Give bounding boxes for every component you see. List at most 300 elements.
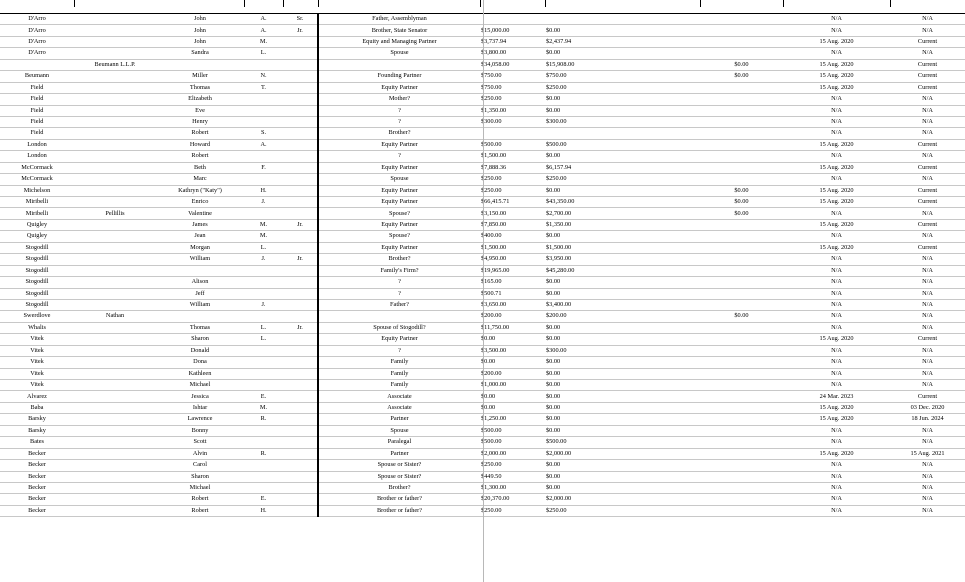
cell-first-name: Marc — [156, 174, 244, 185]
cell-relation: ? — [318, 151, 480, 162]
cell-last-name: Quigley — [0, 231, 74, 242]
cell-suffix — [283, 94, 318, 105]
cell-first-name: Alvin — [156, 448, 244, 459]
cell-amount-b: $0.00 — [545, 482, 613, 493]
cell-amount-b: $2,700.00 — [545, 208, 613, 219]
cell-amount-a: $11,750.00 — [480, 322, 545, 333]
cell-amount-b: $250.00 — [545, 174, 613, 185]
cell-prefix — [74, 437, 156, 448]
cell-last-name: Becker — [0, 448, 74, 459]
cell-suffix: Jr. — [283, 219, 318, 230]
cell-suffix — [283, 299, 318, 310]
cell-date — [700, 505, 783, 516]
cell-status-a: 15 Aug. 2020 — [783, 162, 890, 173]
cell-amount-b: $300.00 — [545, 345, 613, 356]
cell-status-a: N/A — [783, 151, 890, 162]
cell-status-b: N/A — [890, 288, 965, 299]
cell-prefix — [74, 334, 156, 345]
cell-status-a: N/A — [783, 254, 890, 265]
cell-date — [700, 368, 783, 379]
cell-prefix — [74, 105, 156, 116]
cell-suffix — [283, 162, 318, 173]
cell-amount-b: $250.00 — [545, 82, 613, 93]
cell-status-b: N/A — [890, 48, 965, 59]
cell-relation: Family — [318, 368, 480, 379]
cell-amount-c — [613, 505, 700, 516]
cell-amount-a: $2,000.00 — [480, 448, 545, 459]
cell-first-name — [156, 311, 244, 322]
cell-status-a: N/A — [783, 288, 890, 299]
cell-amount-a: $300.00 — [480, 116, 545, 127]
cell-amount-a: $500.71 — [480, 288, 545, 299]
cell-amount-b: $0.00 — [545, 380, 613, 391]
cell-status-a: N/A — [783, 322, 890, 333]
cell-amount-b: $500.00 — [545, 139, 613, 150]
cell-first-name: John — [156, 14, 244, 25]
cell-amount-c — [613, 425, 700, 436]
cell-status-a: N/A — [783, 345, 890, 356]
cell-status-a: 15 Aug. 2020 — [783, 402, 890, 413]
cell-last-name: Field — [0, 105, 74, 116]
cell-middle — [244, 425, 283, 436]
cell-suffix — [283, 59, 318, 70]
cell-first-name: Scott — [156, 437, 244, 448]
cell-last-name: London — [0, 139, 74, 150]
cell-first-name: Enrico — [156, 197, 244, 208]
cell-suffix — [283, 345, 318, 356]
cell-middle: M. — [244, 219, 283, 230]
cell-date — [700, 334, 783, 345]
cell-prefix — [74, 197, 156, 208]
cell-status-b: 18 Jun. 2024 — [890, 414, 965, 425]
cell-middle: F. — [244, 162, 283, 173]
cell-amount-c — [613, 59, 700, 70]
cell-last-name: Stogodill — [0, 242, 74, 253]
cell-amount-c — [613, 482, 700, 493]
cell-prefix — [74, 185, 156, 196]
cell-relation: Mother? — [318, 94, 480, 105]
cell-suffix — [283, 460, 318, 471]
cell-relation: Family — [318, 380, 480, 391]
cell-date — [700, 151, 783, 162]
cell-prefix — [74, 139, 156, 150]
cell-date — [700, 116, 783, 127]
cell-status-b: N/A — [890, 25, 965, 36]
cell-suffix — [283, 48, 318, 59]
cell-amount-b: $1,350.00 — [545, 219, 613, 230]
cell-date — [700, 482, 783, 493]
cell-suffix — [283, 128, 318, 139]
cell-amount-b: $2,437.94 — [545, 36, 613, 47]
cell-status-a: N/A — [783, 494, 890, 505]
cell-amount-c — [613, 128, 700, 139]
cell-middle: N. — [244, 71, 283, 82]
cell-date — [700, 322, 783, 333]
cell-amount-a: $1,350.00 — [480, 105, 545, 116]
cell-suffix — [283, 288, 318, 299]
cell-last-name: Barsky — [0, 425, 74, 436]
cell-status-a: N/A — [783, 482, 890, 493]
cell-status-a: 15 Aug. 2020 — [783, 139, 890, 150]
cell-last-name: Stogodill — [0, 299, 74, 310]
cell-prefix — [74, 231, 156, 242]
cell-prefix — [74, 402, 156, 413]
cell-first-name: Sandra — [156, 48, 244, 59]
cell-status-b: Current — [890, 391, 965, 402]
cell-amount-c — [613, 139, 700, 150]
cell-last-name: Stogodill — [0, 288, 74, 299]
cell-status-a: N/A — [783, 425, 890, 436]
cell-relation — [318, 59, 480, 70]
cell-status-a: N/A — [783, 116, 890, 127]
cell-relation: Brother? — [318, 128, 480, 139]
cell-status-a: N/A — [783, 368, 890, 379]
cell-amount-b: $0.00 — [545, 94, 613, 105]
cell-suffix: Sr. — [283, 14, 318, 25]
cell-suffix — [283, 402, 318, 413]
cell-date — [700, 460, 783, 471]
cell-relation: Partner — [318, 414, 480, 425]
cell-prefix — [74, 162, 156, 173]
cell-amount-a: $19,965.00 — [480, 265, 545, 276]
cell-suffix — [283, 414, 318, 425]
cell-amount-a: $200.00 — [480, 311, 545, 322]
cell-amount-c — [613, 185, 700, 196]
cell-last-name: Whalis — [0, 322, 74, 333]
cell-status-b: N/A — [890, 471, 965, 482]
cell-middle: H. — [244, 505, 283, 516]
cell-date — [700, 414, 783, 425]
cell-amount-a: $1,000.00 — [480, 380, 545, 391]
cell-status-b: N/A — [890, 460, 965, 471]
cell-amount-b: $0.00 — [545, 277, 613, 288]
cell-status-b: N/A — [890, 299, 965, 310]
cell-middle: E. — [244, 494, 283, 505]
cell-suffix: Jr. — [283, 25, 318, 36]
cell-suffix — [283, 185, 318, 196]
cell-amount-c — [613, 116, 700, 127]
cell-amount-a: $7,850.00 — [480, 219, 545, 230]
cell-middle — [244, 174, 283, 185]
cell-suffix — [283, 197, 318, 208]
cell-last-name: Stogodill — [0, 277, 74, 288]
cell-suffix — [283, 494, 318, 505]
cell-amount-a: $165.00 — [480, 277, 545, 288]
cell-amount-c — [613, 380, 700, 391]
cell-first-name: Eve — [156, 105, 244, 116]
cell-status-b: N/A — [890, 482, 965, 493]
cell-status-a: 15 Aug. 2020 — [783, 36, 890, 47]
cell-first-name: Henry — [156, 116, 244, 127]
cell-prefix — [74, 414, 156, 425]
cell-status-a: 15 Aug. 2020 — [783, 219, 890, 230]
cell-suffix: Jr. — [283, 322, 318, 333]
cell-prefix — [74, 25, 156, 36]
cell-relation: Associate — [318, 402, 480, 413]
cell-middle: L. — [244, 322, 283, 333]
cell-relation: Family's Firm? — [318, 265, 480, 276]
cell-relation: Paralegal — [318, 437, 480, 448]
cell-amount-c — [613, 391, 700, 402]
cell-amount-b: $15,908.00 — [545, 59, 613, 70]
cell-status-a: 15 Aug. 2020 — [783, 82, 890, 93]
cell-amount-a: $750.00 — [480, 71, 545, 82]
cell-suffix — [283, 174, 318, 185]
cell-relation: Equity Partner — [318, 162, 480, 173]
cell-status-a: N/A — [783, 265, 890, 276]
cell-prefix — [74, 277, 156, 288]
cell-last-name: Bates — [0, 437, 74, 448]
cell-first-name: Thomas — [156, 322, 244, 333]
cell-amount-b: $750.00 — [545, 71, 613, 82]
cell-relation: Brother or father? — [318, 505, 480, 516]
cell-last-name: Beumann — [0, 71, 74, 82]
cell-prefix — [74, 219, 156, 230]
cell-prefix: Beumann L.L.P. — [74, 59, 156, 70]
cell-suffix — [283, 242, 318, 253]
cell-amount-c — [613, 231, 700, 242]
cell-amount-c — [613, 25, 700, 36]
cell-prefix — [74, 288, 156, 299]
cell-amount-a: $0.00 — [480, 391, 545, 402]
cell-suffix — [283, 505, 318, 516]
cell-last-name: McCormack — [0, 174, 74, 185]
cell-middle — [244, 94, 283, 105]
cell-date — [700, 128, 783, 139]
cell-first-name: Kathleen — [156, 368, 244, 379]
cell-amount-a: $250.00 — [480, 185, 545, 196]
cell-amount-a: $250.00 — [480, 460, 545, 471]
cell-relation: Spouse? — [318, 208, 480, 219]
cell-middle: M. — [244, 402, 283, 413]
cell-amount-c — [613, 174, 700, 185]
cell-date: $0.00 — [700, 311, 783, 322]
cell-date — [700, 25, 783, 36]
cell-prefix: Nathan — [74, 311, 156, 322]
cell-status-a: 24 Mar. 2023 — [783, 391, 890, 402]
cell-relation: Equity Partner — [318, 139, 480, 150]
cell-prefix — [74, 14, 156, 25]
cell-status-a: N/A — [783, 357, 890, 368]
cell-status-b: Current — [890, 197, 965, 208]
cell-middle — [244, 357, 283, 368]
cell-last-name: London — [0, 151, 74, 162]
cell-first-name: Sharon — [156, 334, 244, 345]
cell-amount-b — [545, 14, 613, 25]
cell-suffix — [283, 36, 318, 47]
cell-amount-b: $0.00 — [545, 460, 613, 471]
cell-suffix — [283, 116, 318, 127]
cell-status-b: N/A — [890, 380, 965, 391]
cell-prefix — [74, 391, 156, 402]
cell-amount-a: $250.00 — [480, 174, 545, 185]
cell-suffix — [283, 231, 318, 242]
cell-status-b: N/A — [890, 128, 965, 139]
cell-middle: M. — [244, 36, 283, 47]
cell-first-name: Donald — [156, 345, 244, 356]
cell-middle — [244, 277, 283, 288]
cell-last-name: Field — [0, 82, 74, 93]
cell-amount-b: $300.00 — [545, 116, 613, 127]
cell-prefix — [74, 265, 156, 276]
cell-suffix — [283, 71, 318, 82]
cell-middle: H. — [244, 185, 283, 196]
cell-last-name: Field — [0, 94, 74, 105]
cell-status-b: N/A — [890, 14, 965, 25]
cell-amount-b: $0.00 — [545, 288, 613, 299]
cell-middle: A. — [244, 14, 283, 25]
cell-amount-a: $3,737.94 — [480, 36, 545, 47]
cell-first-name: Carol — [156, 460, 244, 471]
cell-amount-c — [613, 460, 700, 471]
cell-first-name: Robert — [156, 151, 244, 162]
cell-date — [700, 402, 783, 413]
cell-middle: J. — [244, 197, 283, 208]
cell-last-name: Stogodill — [0, 254, 74, 265]
cell-middle: A. — [244, 25, 283, 36]
cell-prefix — [74, 254, 156, 265]
cell-amount-c — [613, 48, 700, 59]
cell-relation: Brother? — [318, 254, 480, 265]
cell-first-name: Robert — [156, 128, 244, 139]
cell-suffix — [283, 380, 318, 391]
cell-middle: J. — [244, 254, 283, 265]
cell-middle — [244, 345, 283, 356]
cell-middle: M. — [244, 231, 283, 242]
cell-first-name: Jean — [156, 231, 244, 242]
cell-prefix — [74, 494, 156, 505]
cell-first-name: James — [156, 219, 244, 230]
cell-amount-a: $200.00 — [480, 368, 545, 379]
cell-prefix — [74, 345, 156, 356]
cell-amount-a: $1,500.00 — [480, 242, 545, 253]
cell-last-name: Becker — [0, 494, 74, 505]
cell-first-name: Jessica — [156, 391, 244, 402]
cell-relation: Spouse of Stogodill? — [318, 322, 480, 333]
cell-amount-c — [613, 265, 700, 276]
cell-relation: Family — [318, 357, 480, 368]
cell-relation: Partner — [318, 448, 480, 459]
cell-last-name: Becker — [0, 482, 74, 493]
cell-relation: Spouse — [318, 174, 480, 185]
cell-last-name: Alvarez — [0, 391, 74, 402]
cell-last-name: Miribelli — [0, 197, 74, 208]
cell-amount-b: $6,157.94 — [545, 162, 613, 173]
cell-amount-b: $1,500.00 — [545, 242, 613, 253]
cell-first-name: Robert — [156, 494, 244, 505]
cell-first-name: John — [156, 36, 244, 47]
cell-relation: Associate — [318, 391, 480, 402]
cell-amount-c — [613, 345, 700, 356]
cell-first-name: Sharon — [156, 471, 244, 482]
cell-amount-a: $1,500.00 — [480, 151, 545, 162]
cell-relation: Equity Partner — [318, 334, 480, 345]
cell-status-a: 15 Aug. 2020 — [783, 242, 890, 253]
cell-relation: Equity Partner — [318, 82, 480, 93]
cell-first-name: Dona — [156, 357, 244, 368]
cell-last-name: D'Arro — [0, 36, 74, 47]
cell-status-a: N/A — [783, 94, 890, 105]
cell-last-name: Vitek — [0, 357, 74, 368]
cell-amount-c — [613, 71, 700, 82]
cell-middle — [244, 437, 283, 448]
cell-prefix — [74, 505, 156, 516]
cell-first-name: Miller — [156, 71, 244, 82]
cell-date — [700, 231, 783, 242]
cell-date: $0.00 — [700, 197, 783, 208]
cell-date — [700, 242, 783, 253]
cell-prefix — [74, 471, 156, 482]
cell-amount-c — [613, 105, 700, 116]
cell-amount-c — [613, 322, 700, 333]
cell-amount-b: $250.00 — [545, 505, 613, 516]
cell-amount-c — [613, 197, 700, 208]
cell-first-name — [156, 265, 244, 276]
cell-date — [700, 448, 783, 459]
cell-status-b: N/A — [890, 368, 965, 379]
cell-amount-b: $0.00 — [545, 105, 613, 116]
cell-amount-b: $200.00 — [545, 311, 613, 322]
cell-date — [700, 48, 783, 59]
cell-amount-a: $4,950.00 — [480, 254, 545, 265]
cell-middle — [244, 151, 283, 162]
cell-relation: Equity Partner — [318, 219, 480, 230]
cell-status-b: 15 Aug. 2021 — [890, 448, 965, 459]
cell-status-b: N/A — [890, 322, 965, 333]
cell-status-a: 15 Aug. 2020 — [783, 59, 890, 70]
cell-status-a: 15 Aug. 2020 — [783, 185, 890, 196]
cell-amount-a: $250.00 — [480, 94, 545, 105]
cell-prefix — [74, 357, 156, 368]
cell-amount-c — [613, 254, 700, 265]
cell-last-name — [0, 59, 74, 70]
cell-date — [700, 162, 783, 173]
cell-relation: Spouse — [318, 425, 480, 436]
cell-suffix — [283, 482, 318, 493]
cell-status-b: Current — [890, 82, 965, 93]
cell-date — [700, 265, 783, 276]
cell-suffix: Jr. — [283, 254, 318, 265]
cell-amount-b: $3,950.00 — [545, 254, 613, 265]
cell-prefix — [74, 48, 156, 59]
cell-prefix — [74, 94, 156, 105]
cell-first-name: Elizabeth — [156, 94, 244, 105]
cell-suffix — [283, 391, 318, 402]
cell-middle — [244, 368, 283, 379]
cell-status-a: N/A — [783, 231, 890, 242]
cell-middle: R. — [244, 448, 283, 459]
cell-prefix — [74, 448, 156, 459]
cell-amount-a: $250.00 — [480, 505, 545, 516]
cell-relation: ? — [318, 277, 480, 288]
cell-amount-c — [613, 334, 700, 345]
cell-status-a: N/A — [783, 460, 890, 471]
cell-status-b: N/A — [890, 116, 965, 127]
cell-prefix — [74, 36, 156, 47]
cell-middle — [244, 380, 283, 391]
cell-amount-a: $1,250.00 — [480, 414, 545, 425]
cell-first-name: Bonny — [156, 425, 244, 436]
cell-amount-c — [613, 277, 700, 288]
cell-last-name: Becker — [0, 460, 74, 471]
cell-prefix — [74, 322, 156, 333]
cell-amount-a: $15,000.00 — [480, 25, 545, 36]
cell-last-name: D'Arro — [0, 48, 74, 59]
cell-date — [700, 380, 783, 391]
cell-relation: Brother? — [318, 482, 480, 493]
cell-suffix — [283, 277, 318, 288]
cell-status-b: Current — [890, 36, 965, 47]
